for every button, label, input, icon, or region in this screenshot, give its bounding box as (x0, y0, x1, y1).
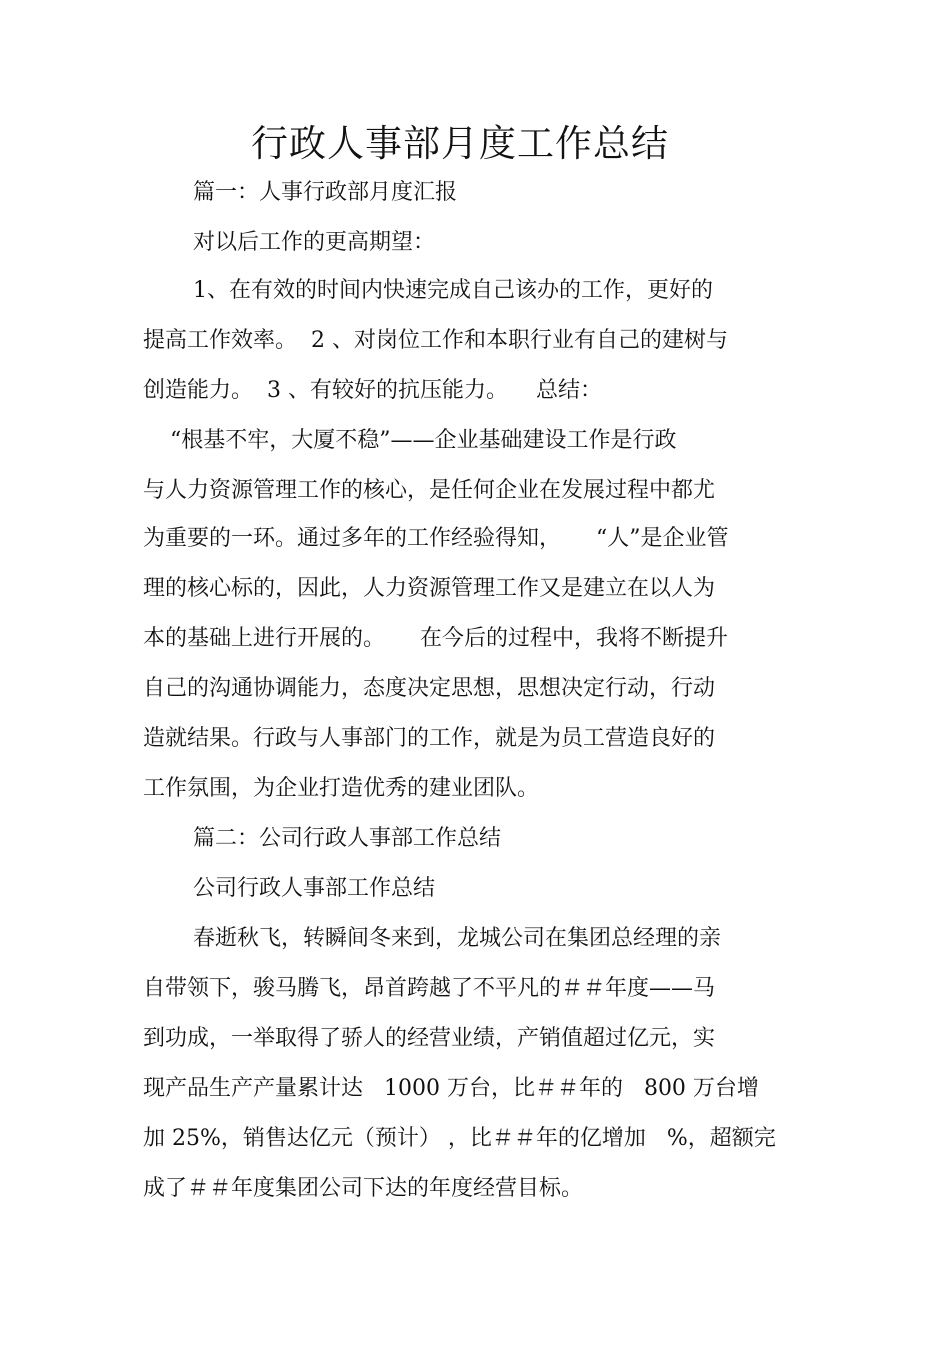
paragraph-line: 成了＃＃年度集团公司下达的年度经营目标。 (143, 1176, 584, 1201)
section-heading: 篇二：公司行政人事部工作总结 (193, 826, 502, 851)
paragraph-line: 工作氛围，为企业打造优秀的建业团队。 (143, 776, 540, 801)
paragraph-line: 加 25%，销售达亿元（预计） ，比＃＃年的亿增加 %，超额完 (143, 1126, 776, 1151)
paragraph-line: 造就结果。行政与人事部门的工作，就是为员工营造良好的 (143, 726, 716, 751)
paragraph-line: 春逝秋飞，转瞬间冬来到，龙城公司在集团总经理的亲 (193, 926, 722, 951)
paragraph-line: 1、在有效的时间内快速完成自己该办的工作，更好的 (193, 278, 713, 303)
document-title: 行政人事部月度工作总结 (251, 122, 669, 165)
paragraph-line: 创造能力。 3 、有较好的抗压能力。 总结： (143, 378, 602, 403)
section-heading: 篇一：人事行政部月度汇报 (193, 180, 458, 205)
paragraph-line: “根基不牢，大厦不稳”——企业基础建设工作是行政 (170, 428, 677, 453)
paragraph-line: 自己的沟通协调能力，态度决定思想，思想决定行动，行动 (143, 676, 716, 701)
paragraph-line: 与人力资源管理工作的核心，是任何企业在发展过程中都尤 (143, 478, 716, 503)
paragraph-line: 为重要的一环。通过多年的工作经验得知， “人”是企业管 (143, 526, 729, 551)
paragraph-line: 对以后工作的更高期望： (193, 230, 436, 255)
paragraph-line: 本的基础上进行开展的。 在今后的过程中，我将不断提升 (143, 626, 728, 651)
paragraph-line: 到功成，一举取得了骄人的经营业绩，产销值超过亿元，实 (143, 1026, 716, 1051)
paragraph-line: 现产品生产产量累计达 1000 万台，比＃＃年的 800 万台增 (143, 1076, 759, 1101)
paragraph-line: 自带领下，骏马腾飞，昂首跨越了不平凡的＃＃年度——马 (143, 976, 716, 1001)
paragraph-line: 理的核心标的，因此，人力资源管理工作又是建立在以人为 (143, 576, 716, 601)
paragraph-line: 公司行政人事部工作总结 (193, 876, 436, 901)
paragraph-line: 提高工作效率。 2 、对岗位工作和本职行业有自己的建树与 (143, 328, 728, 353)
